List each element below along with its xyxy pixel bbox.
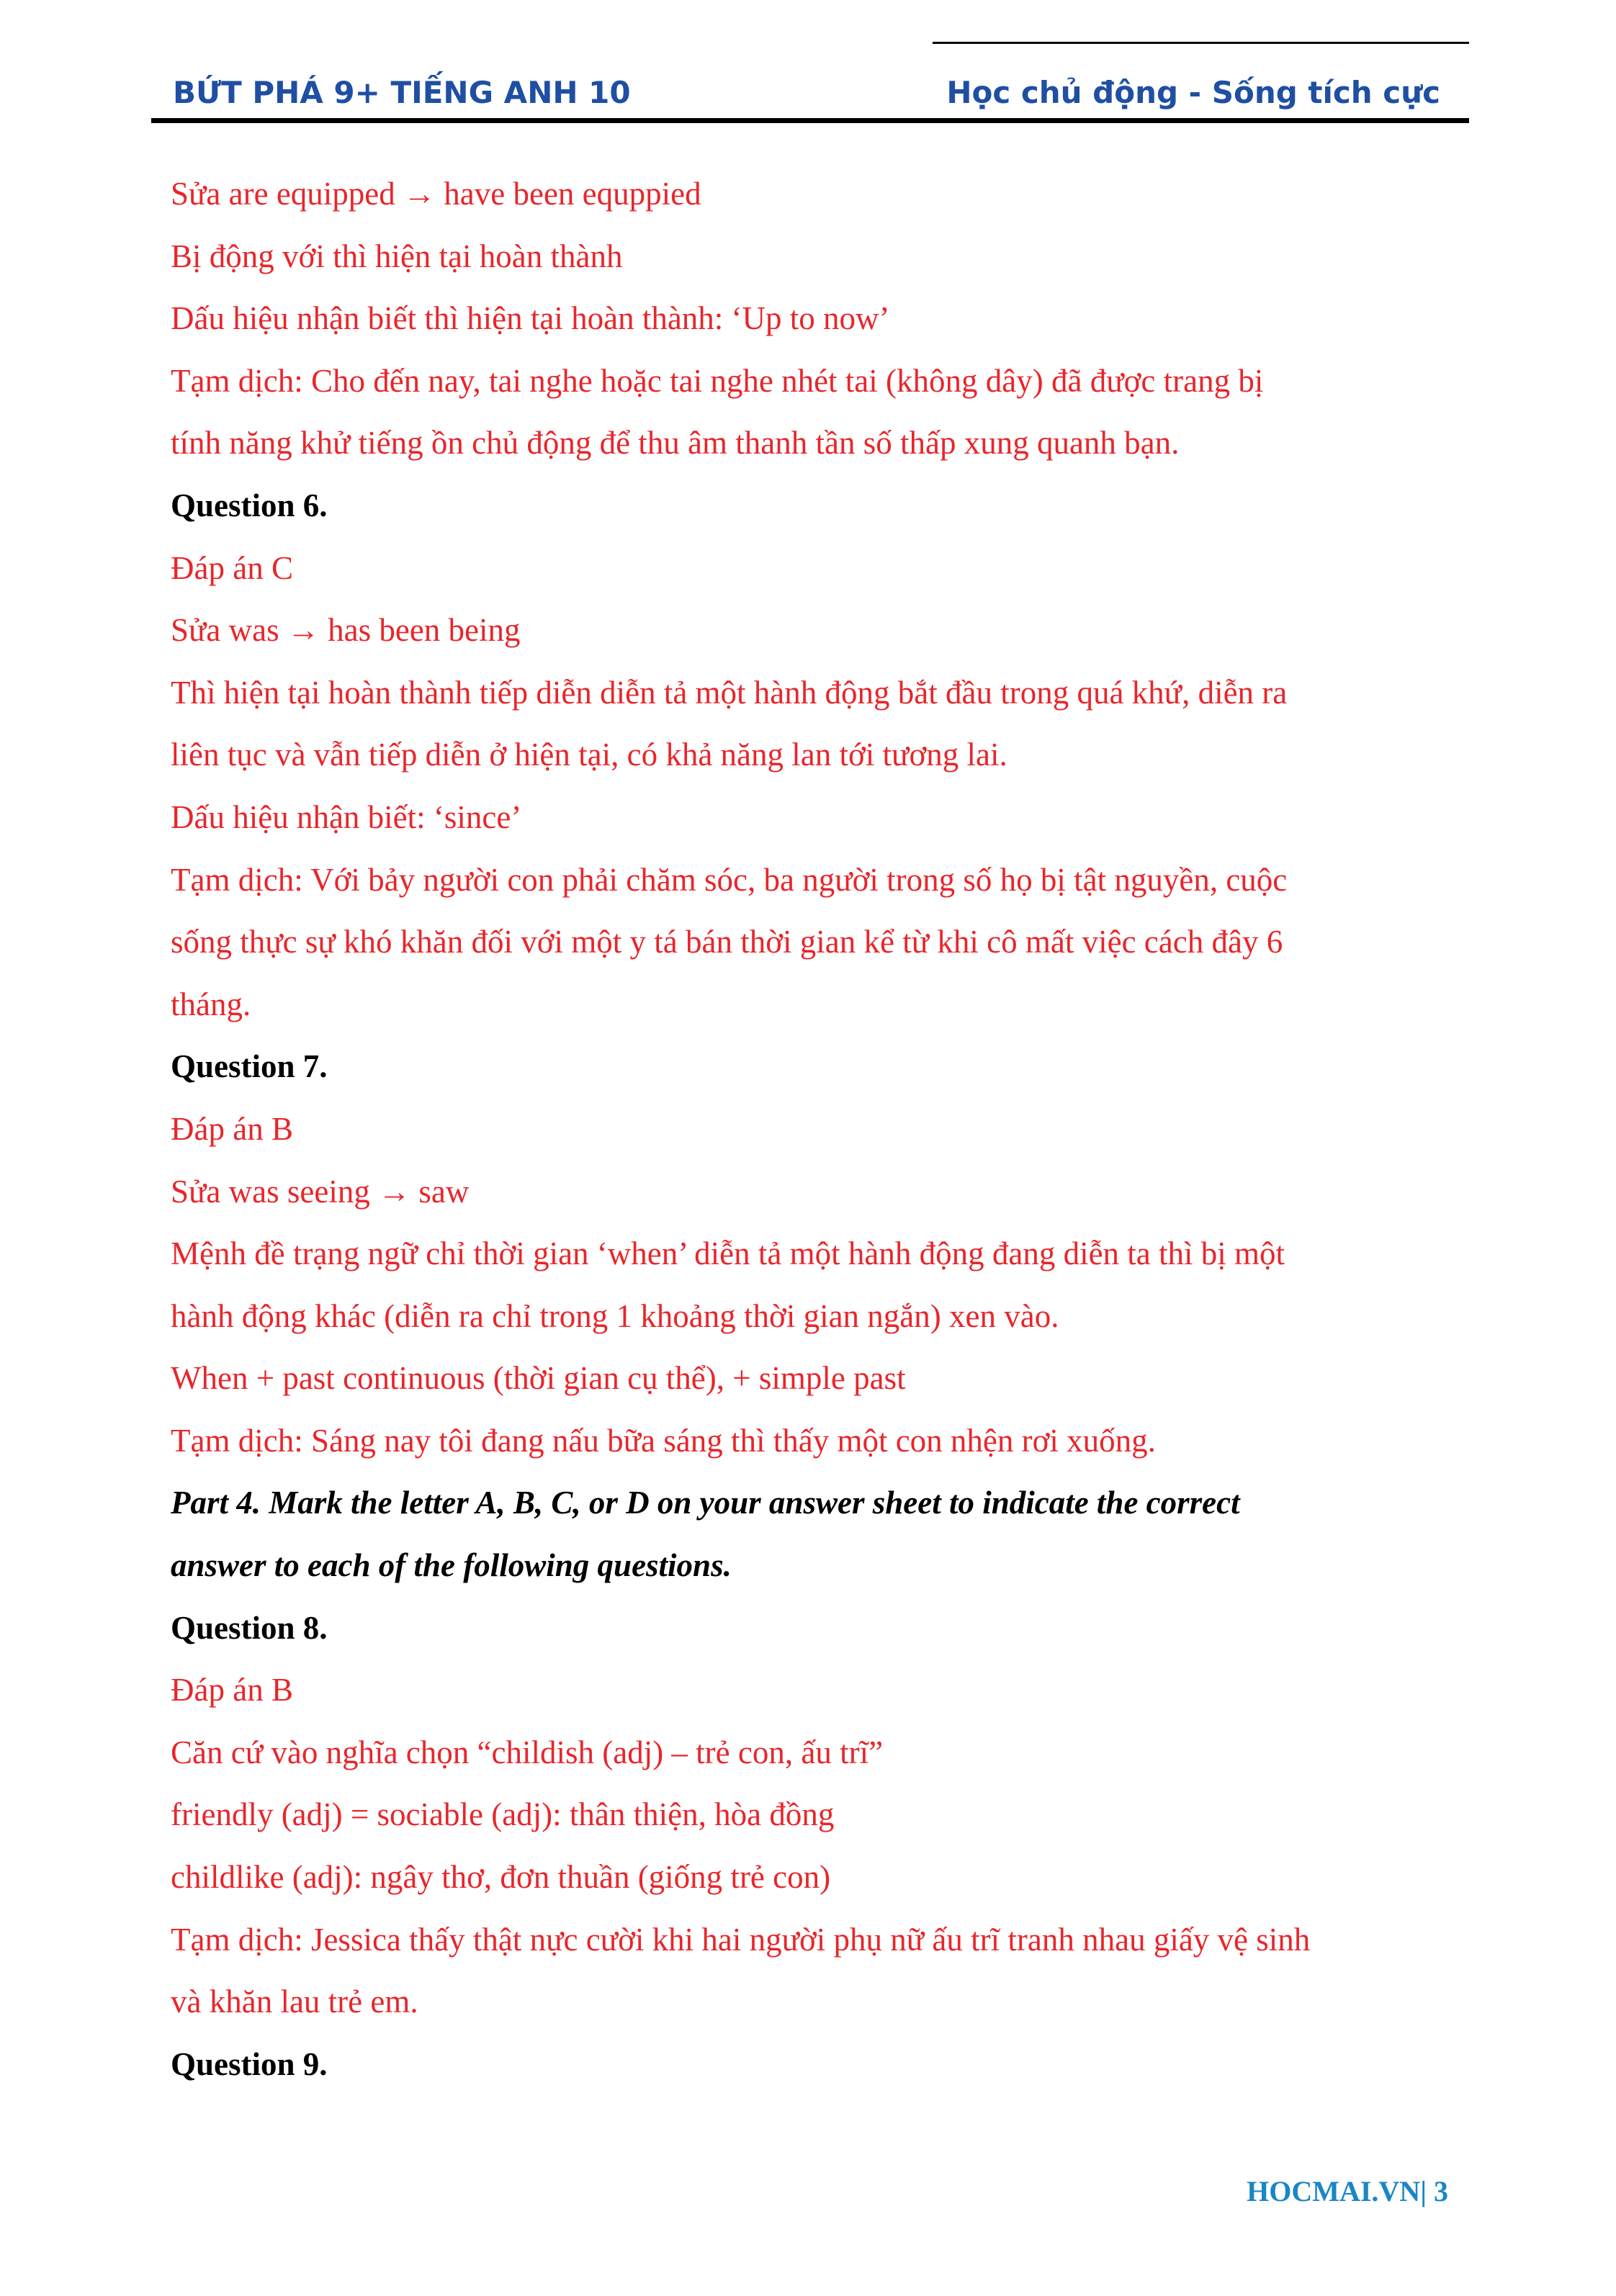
text-line: Tạm dịch: Cho đến nay, tai nghe hoặc tai nghe nhét tai (không dây) đã được trang bị (171, 362, 1264, 399)
question-heading: Question 8. (171, 1609, 328, 1646)
text-line: Căn cứ vào nghĩa chọn “childish (adj) – trẻ con, ấu trĩ” (171, 1734, 884, 1770)
text-line: Sửa was → has been being (171, 612, 521, 649)
question-heading: Question 7. (171, 1048, 328, 1085)
answer-line: Đáp án B (171, 1110, 293, 1147)
text-line: Dấu hiệu nhận biết thì hiện tại hoàn thành: ‘Up to now’ (171, 300, 890, 337)
text-line: Bị động với thì hiện tại hoàn thành (171, 238, 623, 274)
header-rule-thin (933, 42, 1469, 44)
page-number: 3 (1434, 2175, 1448, 2207)
text-line: Dấu hiệu nhận biết: ‘since’ (171, 798, 522, 835)
question-heading: Question 6. (171, 487, 328, 523)
text-line: Mệnh đề trạng ngữ chỉ thời gian ‘when’ diễn tả một hành động đang diễn ta thì bị một (171, 1235, 1285, 1272)
question-heading: Question 9. (171, 2045, 328, 2082)
footer-separator: | (1420, 2175, 1427, 2207)
header-rule (151, 118, 1469, 123)
answer-line: Đáp án B (171, 1672, 293, 1709)
text-line: hành động khác (diễn ra chỉ trong 1 khoảng thời gian ngắn) xen vào. (171, 1297, 1059, 1334)
document-body (171, 163, 1460, 2095)
page-header (151, 72, 1462, 118)
text-line: liên tục và vẫn tiếp diễn ở hiện tại, có khả năng lan tới tương lai. (171, 737, 1007, 773)
text-line: Tạm dịch: Sáng nay tôi đang nấu bữa sáng thì thấy một con nhện rơi xuống. (171, 1422, 1156, 1459)
text-line: sống thực sự khó khăn đối với một y tá bán thời gian kể từ khi cô mất việc cách đây 6 (171, 924, 1283, 960)
text-line: tính năng khử tiếng ồn chủ động để thu âm thanh tần số thấp xung quanh bạn. (171, 425, 1180, 462)
answer-line: Đáp án C (171, 549, 293, 586)
part-instruction: answer to each of the following questions. (171, 1547, 732, 1584)
text-line: Thì hiện tại hoàn thành tiếp diễn diễn tả một hành động bắt đầu trong quá khứ, diễn ra (171, 674, 1288, 711)
text-line: When + past continuous (thời gian cụ thể), + simple past (171, 1360, 906, 1397)
text-line: Sửa are equipped → have been equppied (171, 176, 701, 212)
text-line: Tạm dịch: Với bảy người con phải chăm sóc, ba người trong số họ bị tật nguyền, cuộc (171, 861, 1288, 898)
text-line: tháng. (171, 986, 251, 1022)
text-line: Sửa was seeing → saw (171, 1173, 470, 1210)
text-line: Tạm dịch: Jessica thấy thật nực cười khi hai người phụ nữ ấu trĩ tranh nhau giấy vệ sinh (171, 1921, 1311, 1958)
page-footer (1247, 2174, 1448, 2208)
part-instruction: Part 4. Mark the letter A, B, C, or D on your answer sheet to indicate the correct (171, 1485, 1240, 1521)
footer-site: HOCMAI.VN (1247, 2175, 1421, 2207)
header-title: BỨT PHÁ 9+ TIẾNG ANH 10 (173, 75, 631, 110)
text-line: childlike (adj): ngây thơ, đơn thuần (giống trẻ con) (171, 1859, 831, 1896)
header-slogan: Học chủ động - Sống tích cực (946, 75, 1440, 110)
text-line: friendly (adj) = sociable (adj): thân thiện, hòa đồng (171, 1796, 835, 1833)
text-line: và khăn lau trẻ em. (171, 1984, 418, 2020)
